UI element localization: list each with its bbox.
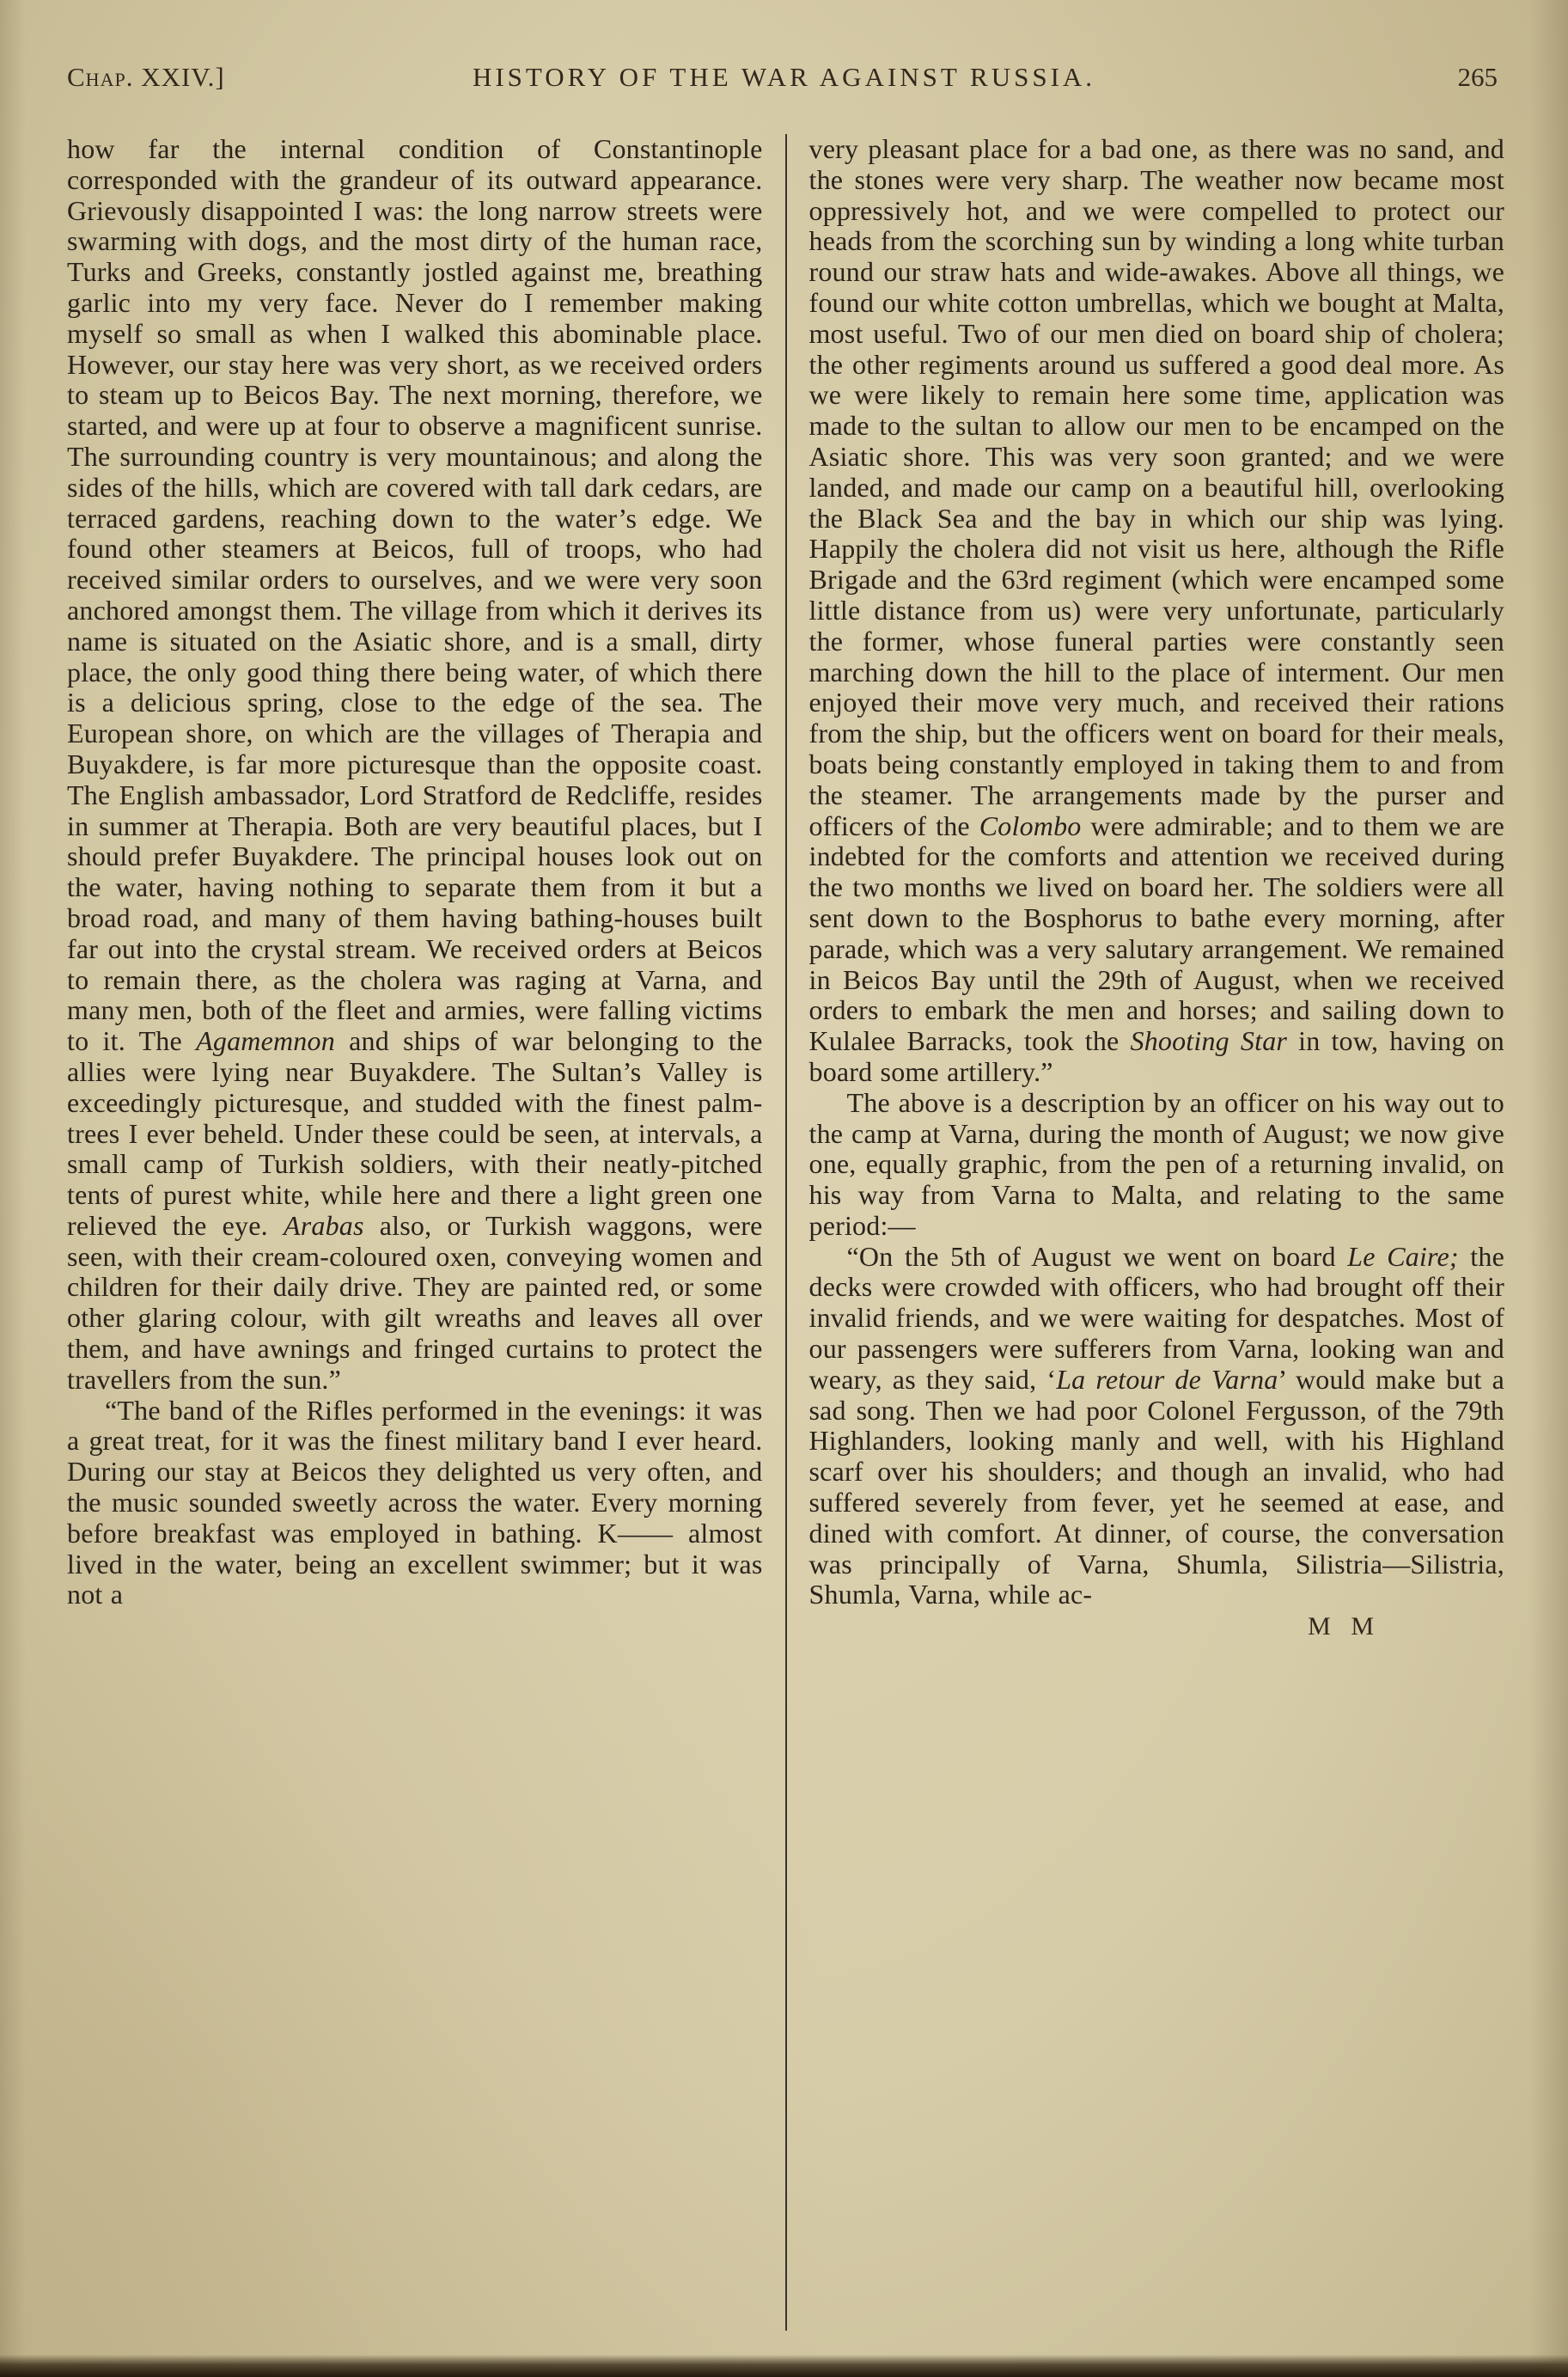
page-number: 265 [1457,62,1498,92]
right-column-text [809,134,1505,1610]
paragraph: very pleasant place for a bad one, as there was no sand, and the stones were very sharp. The weather now became most oppressively hot, and we were compelled to protect our heads from the scorching sun by winding a long white turban round our straw hats and wide-awakes. Above all things, we found our white cotton umbrellas, which we bought at Malta, most useful. Two of our men died on board ship of cholera; the other regiments around us suffered a good deal more. As we were likely to remain here some time, application was made to the sultan to allow our men to be encamped on the Asiatic shore. This was very soon granted; and we were landed, and made our camp on a beautiful hill, overlooking the Black Sea and the bay in which our ship was lying. Happily the cholera did not visit us here, although the Rifle Brigade and the 63rd regiment (which were encamped some little distance from us) were very unfortunate, particularly the former, whose funeral parties were constantly seen marching down the hill to the place of interment. Our men enjoyed their move very much, and received their rations from the ship, but the officers went on board for their meals, boats being constantly employed in taking them to and from the steamer. The arrangements made by the purser and officers of the Colombo were admirable; and to them we are indebted for the comforts and attention we received during the two months we lived on board her. The soldiers were all sent down to the Bosphorus to bathe every morning, after parade, which was a very salutary arrangement. We remained in Beicos Bay until the 29th of August, when we received orders to embark the men and horses; and sailing down to Kulalee Barracks, took the Shooting Star in tow, having on board some artillery.” [808,133,1505,1087]
running-title: HISTORY OF THE WAR AGAINST RUSSIA. [472,62,1096,92]
right-column [787,134,1505,2331]
chapter-label: Chap. XXIV.] [67,62,225,92]
paragraph: “The band of the Rifles performed in the evenings: it was a great treat, for it was the finest military band I ever heard. During our stay at Beicos they delighted us very often, and the music sounded sweetly across the water. Every morning before breakfast was employed in bathing. K—— almost lived in the water, being an excellent swimmer; but it was not a [67,1394,763,1610]
signature-mark: M M [1308,1612,1376,1641]
paragraph: how far the internal condition of Constantinople corresponded with the grandeur of its outward appearance. Grievously disappointed I was: the long narrow streets were swarming with dogs, and the most dirty of the human race, Turks and Greeks, constantly jostled against me, breathing garlic into my very face. Never do I remember making myself so small as when I walked this abominable place. However, our stay here was very short, as we received orders to steam up to Beicos Bay. The next morning, therefore, we started, and were up at four to observe a magnificent sunrise. The surrounding country is very mountainous; and along the sides of the hills, which are covered with tall dark cedars, are terraced gardens, reaching down to the water’s edge. We found other steamers at Beicos, full of troops, who had received similar orders to ourselves, and we were very soon anchored amongst them. The village from which it derives its name is situated on the Asiatic shore, and is a small, dirty place, the only good thing there being water, of which there is a delicious spring, close to the edge of the sea. The European shore, on which are the villages of Therapia and Buyakdere, is far more picturesque than the opposite coast. The English ambassador, Lord Stratford de Redcliffe, resides in summer at Therapia. Both are very beautiful places, but I should prefer Buyakdere. The principal houses look out on the water, having nothing to separate them from it but a broad road, and many of them having bathing-houses built far out into the crystal stream. We received orders at Beicos to remain there, as the cholera was raging at Varna, and many men, both of the fleet and armies, were falling victims to it. The Agamemnon and ships of war belonging to the allies were lying near Buyakdere. The Sultan’s Valley is exceedingly picturesque, and studded with the finest palm-trees I ever beheld. Under these could be seen, at intervals, a small camp of Turkish soldiers, with their neatly-pitched tents of purest white, while here and there a light green one relieved the eye. Arabas also, or Turkish waggons, were seen, with their cream-coloured oxen, conveying women and children for their daily drive. They are painted red, or some other glaring colour, with gilt wreaths and leaves all over them, and have awnings and fringed curtains to protect the travellers from the sun.” [67,133,763,1395]
paragraph: The above is a description by an officer on his way out to the camp at Varna, during the month of August; we now give one, equally graphic, from the pen of a returning invalid, on his way from Varna to Malta, and relating to the same period:— [808,1086,1504,1241]
text-columns [67,134,1504,2331]
page-edge-shadow [0,2355,1568,2377]
left-column [67,134,785,2331]
paragraph: “On the 5th of August we went on board Le Caire; the decks were crowded with officers, who had brought off their invalid friends, and we were waiting for despatches. Most of our passengers were sufferers from Varna, looking wan and weary, as they said, ‘La retour de Varna’ would make but a sad song. Then we had poor Colonel Fergusson, of the 79th Highlanders, looking manly and well, with his Highland scarf over his shoulders; and though an invalid, who had suffered severely from fever, yet he seemed at ease, and dined with comfort. At dinner, of course, the conversation was principally of Varna, Shumla, Silistria—Silistria, Shumla, Varna, while ac- [808,1240,1504,1610]
page-header [67,62,1501,98]
